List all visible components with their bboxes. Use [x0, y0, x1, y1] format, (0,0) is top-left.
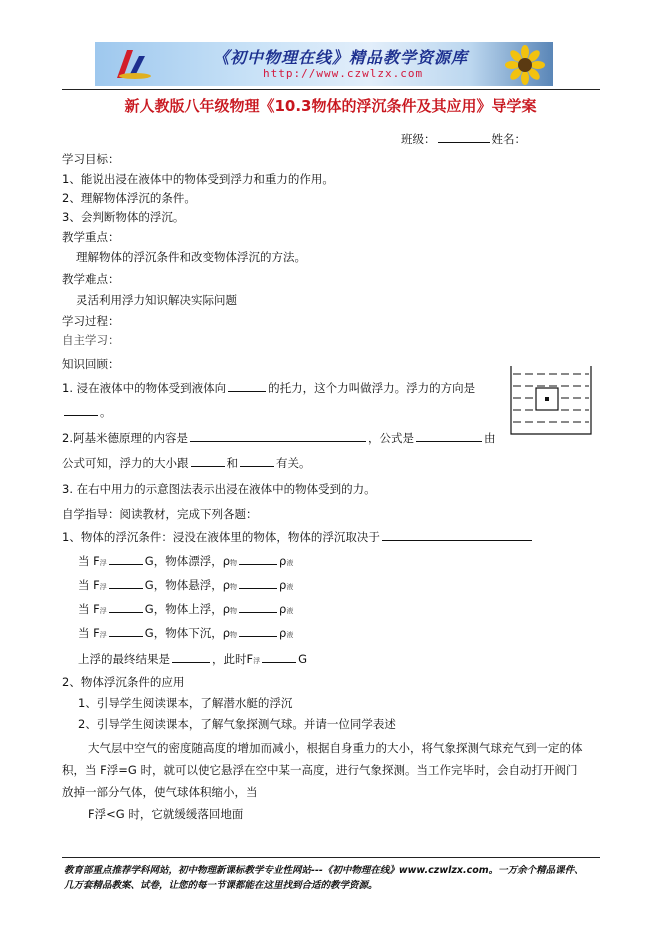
blank[interactable]: [239, 611, 277, 613]
goal-item: 3、会判断物体的浮沉。: [62, 210, 185, 224]
blank[interactable]: [109, 611, 143, 613]
paragraph-line: 积，当 F浮=G 时，就可以使它悬浮在空中某一高度，进行气象探测。当工作完毕时，会自动打开阀门: [62, 763, 578, 777]
blank[interactable]: [191, 465, 225, 467]
goal-item: 2、理解物体浮沉的条件。: [62, 191, 196, 205]
applications-heading: 2、物体浮沉条件的应用: [62, 675, 185, 689]
question-2-cont: 公式可知，浮力的大小跟 和 有关。: [62, 456, 311, 470]
condition-row: 当 F浮 G，物体上浮，ρ物 ρ液: [78, 602, 294, 616]
class-label: 班级：: [401, 132, 436, 146]
header-banner: [95, 42, 553, 86]
blank[interactable]: [172, 661, 210, 663]
condition-row: 当 F浮 G，物体悬浮，ρ物 ρ液: [78, 578, 294, 592]
class-name-field: [401, 131, 526, 147]
application-item: 2、引导学生阅读课本，了解气象探测气球。并请一位同学表述: [78, 717, 396, 731]
guide-item-1: 1、物体的浮沉条件：浸没在液体里的物体，物体的浮沉取决于: [62, 529, 534, 545]
review-heading: 知识回顾：: [62, 357, 120, 371]
key-point-text: 理解物体的浮沉条件和改变物体浮沉的方法。: [76, 250, 306, 264]
blank[interactable]: [190, 440, 366, 442]
footer-rule: [62, 857, 600, 858]
blank[interactable]: [240, 465, 274, 467]
blank[interactable]: [228, 390, 266, 392]
condition-row: 当 F浮 G，物体漂浮，ρ物 ρ液: [78, 554, 294, 568]
question-1: 1. 浸在液体中的物体受到液体向 的托力，这个力叫做浮力。浮力的方向是: [62, 381, 476, 395]
banner-title: 《初中物理在线》精品教学资源库: [213, 48, 469, 67]
blank[interactable]: [109, 587, 143, 589]
question-2: 2.阿基米德原理的内容是 ，公式是 由: [62, 431, 496, 445]
sunflower-icon: [505, 45, 545, 85]
condition-row: 当 F浮 G，物体下沉，ρ物 ρ液: [78, 626, 294, 640]
header-rule: [62, 89, 600, 90]
blank[interactable]: [262, 661, 296, 663]
banner-url: http://www.czwlzx.com: [263, 67, 424, 80]
blank[interactable]: [239, 635, 277, 637]
key-point-heading: 教学重点：: [62, 230, 120, 244]
question-1-cont: 。: [62, 404, 112, 420]
blank[interactable]: [382, 539, 532, 541]
question-3: 3. 在右中用力的示意图法表示出浸在液体中的物体受到的力。: [62, 482, 376, 496]
beaker-diagram: [509, 364, 593, 436]
name-label: 姓名：: [491, 132, 526, 146]
paragraph-line: 大气层中空气的密度随高度的增加而减小，根据自身重力的大小，将气象探测气球充气到一定的体: [88, 741, 583, 755]
blank[interactable]: [239, 563, 277, 565]
footer-line-1: 教育部重点推荐学科网站，初中物理新课标教学专业性网站---《初中物理在线》www.czwlzx.com。一万余个精品课件、: [64, 865, 584, 876]
blank[interactable]: [109, 563, 143, 565]
blank[interactable]: [64, 414, 98, 416]
difficulty-heading: 教学难点：: [62, 272, 120, 286]
goals-heading: 学习目标：: [62, 152, 120, 166]
document-title: 新人教版八年级物理《10.3物体的浮沉条件及其应用》导学案: [124, 97, 537, 115]
application-item: 1、引导学生阅读课本，了解潜水艇的浮沉: [78, 696, 293, 710]
blank[interactable]: [239, 587, 277, 589]
class-blank[interactable]: [438, 141, 490, 143]
goal-item: 1、能说出浸在液体中的物体受到浮力和重力的作用。: [62, 172, 334, 186]
difficulty-text: 灵活利用浮力知识解决实际问题: [76, 293, 237, 307]
self-study-heading: 自主学习：: [62, 333, 120, 347]
logo-icon: [113, 46, 153, 80]
paragraph-line: 放掉一部分气体，使气球体积缩小，当: [62, 785, 258, 799]
footer-line-2: 几万套精品教案、试卷，让您的每一节课都能在这里找到合适的教学资源。: [64, 880, 378, 891]
blank[interactable]: [109, 635, 143, 637]
float-result: 上浮的最终结果是 ，此时F浮 G: [78, 652, 308, 666]
blank[interactable]: [416, 440, 482, 442]
paragraph-line: F浮<G 时，它就缓缓落回地面: [88, 807, 244, 821]
guide-heading: 自学指导：阅读教材，完成下列各题：: [62, 507, 258, 521]
process-heading: 学习过程：: [62, 314, 120, 328]
